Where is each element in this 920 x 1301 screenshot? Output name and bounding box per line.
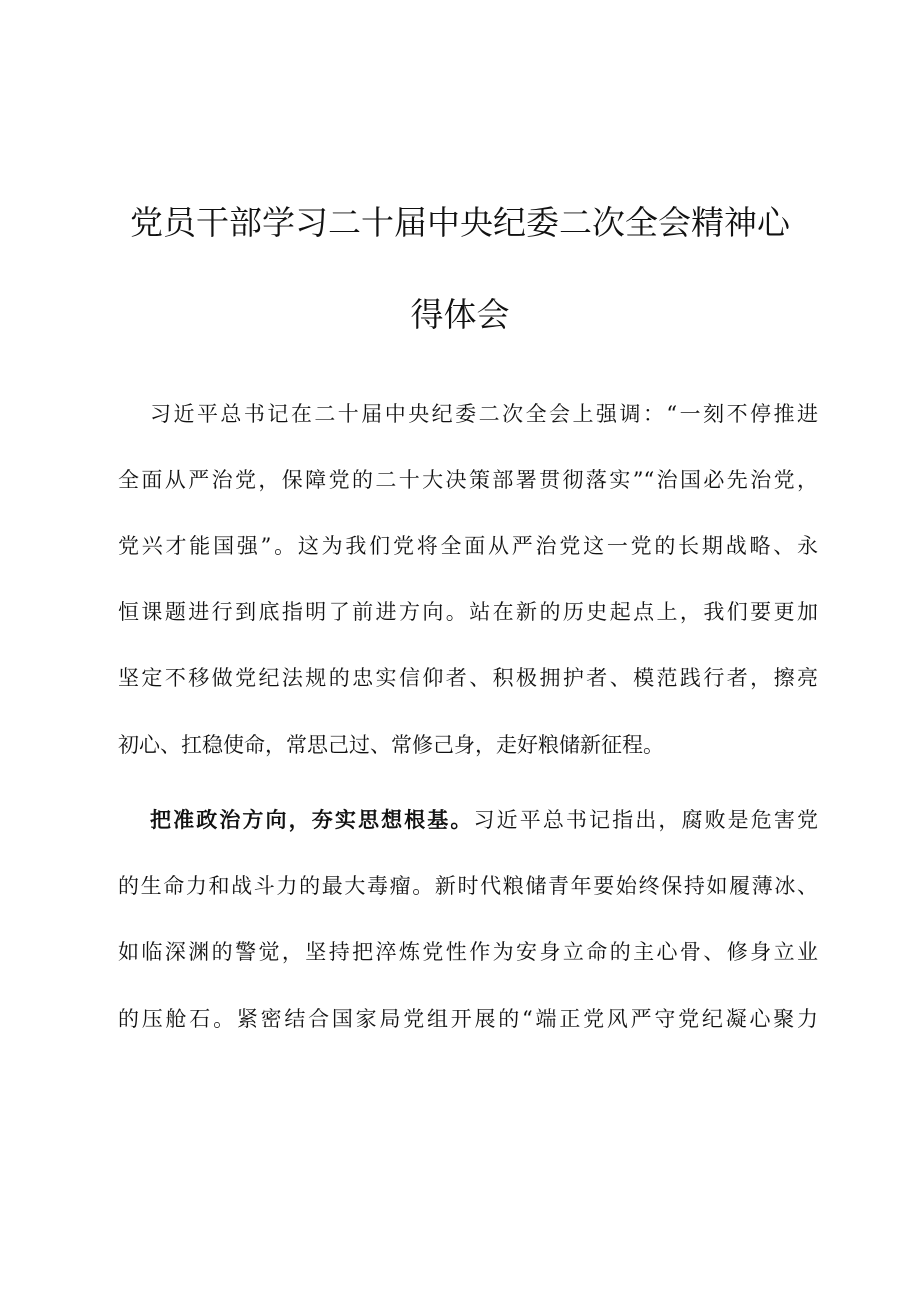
paragraph-2-line-3: 如临深渊的警觉，坚持把淬炼党性作为安身立命的主心骨、修身立业 — [118, 940, 818, 964]
paragraph-2-line-4: 的压舱石。紧密结合国家局党组开展的“端正党风严守党纪凝心聚力 — [118, 1007, 818, 1031]
paragraph-1-line-2: 全面从严治党，保障党的二十大决策部署贯彻落实”“治国必先治党， — [118, 468, 818, 492]
paragraph-1-line-6: 初心、扛稳使命，常思己过、常修己身，走好粮储新征程。 — [118, 733, 664, 757]
paragraph-2-line-1 — [150, 800, 818, 840]
paragraph-2-line-2: 的生命力和战斗力的最大毒瘤。新时代粮储青年要始终保持如履薄冰、 — [118, 874, 818, 898]
paragraph-1-line-4: 恒课题进行到底指明了前进方向。站在新的历史起点上，我们要更加 — [118, 600, 818, 624]
paragraph-1-line-5: 坚定不移做党纪法规的忠实信仰者、积极拥护者、模范践行者，擦亮 — [118, 666, 818, 690]
paragraph-2-line-1-rest: 习近平总书记指出，腐败是危害党 — [473, 808, 818, 832]
document-title-line-2: 得体会 — [410, 295, 510, 334]
document-title-line-1: 党员干部学习二十届中央纪委二次全会精神心 — [130, 203, 790, 242]
paragraph-1-line-3: 党兴才能国强”。这为我们党将全面从严治党这一党的长期战略、永 — [118, 534, 818, 558]
paragraph-1-line-1: 习近平总书记在二十届中央纪委二次全会上强调：“一刻不停推进 — [150, 402, 818, 426]
paragraph-2-lead: 把准政治方向，夯实思想根基。 — [150, 808, 474, 832]
